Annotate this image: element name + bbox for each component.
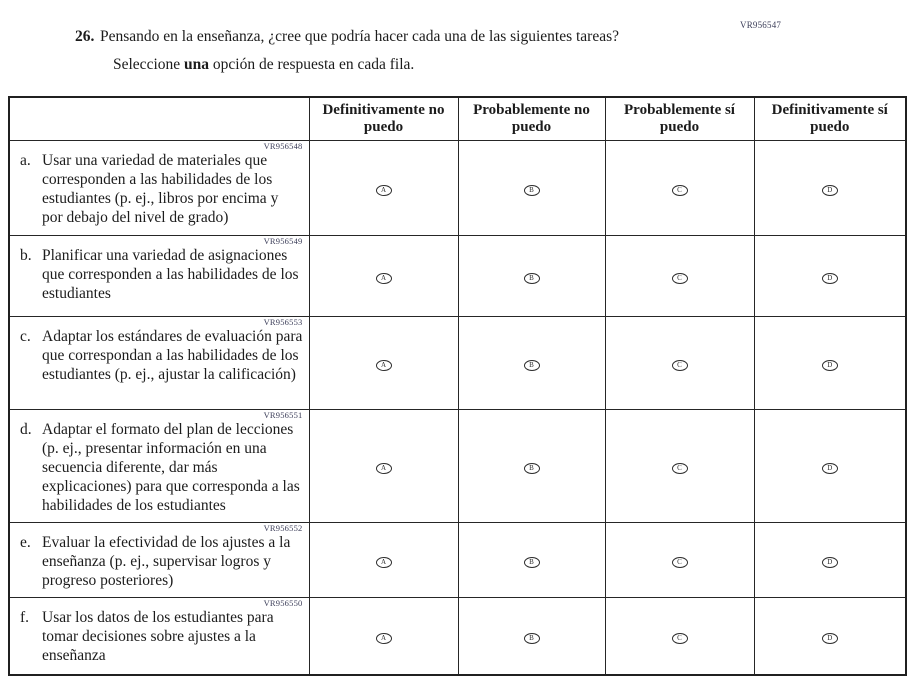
task-label: Usar una variedad de materiales que corresponden a las habilidades de los estudiantes (p. ej., libros por encima y por debajo del nivel de grado): [42, 152, 279, 227]
table-row-a: [9, 141, 906, 236]
answer-bubble-d[interactable]: [822, 557, 838, 568]
bubble-letter: D: [827, 186, 833, 195]
bubble-letter: D: [827, 361, 833, 370]
answer-bubble-b[interactable]: [524, 360, 540, 371]
header-row: [9, 97, 906, 141]
task-text: [20, 609, 303, 666]
task-label: Planificar una variedad de asignaciones que corresponden a las habilidades de los estudiantes: [42, 247, 299, 303]
task-text: [20, 421, 303, 516]
answer-bubble-b[interactable]: [524, 463, 540, 474]
item-code: VR956551: [263, 410, 303, 420]
item-code: VR956550: [263, 598, 303, 608]
answer-bubble-d[interactable]: [822, 360, 838, 371]
task-label: Adaptar los estándares de evaluación para que correspondan a las habilidades de los estudiantes (p. ej., ajustar la calificación): [42, 328, 303, 384]
bubble-letter: A: [380, 361, 387, 370]
column-header-definitivamente-no: Definitivamente no puedo: [309, 97, 458, 141]
bubble-letter: C: [677, 634, 682, 643]
instruction-prefix: Seleccione: [113, 56, 185, 74]
instruction-bold-word: una: [184, 56, 210, 74]
answer-bubble-a[interactable]: [376, 185, 392, 196]
bubble-letter: D: [827, 464, 833, 473]
item-code: VR956552: [263, 523, 303, 533]
bubble-letter: A: [380, 274, 387, 283]
task-label: Usar los datos de los estudiantes para tomar decisiones sobre ajustes a la enseñanza: [42, 609, 274, 665]
bubble-letter: C: [677, 464, 682, 473]
task-letter: e.: [20, 534, 31, 552]
bubble-letter: C: [677, 274, 682, 283]
instruction-suffix: opción de respuesta en cada fila.: [209, 56, 415, 74]
table-row-e: [9, 523, 906, 598]
bubble-letter: A: [380, 186, 387, 195]
answer-bubble-c[interactable]: [672, 633, 688, 644]
answer-bubble-c[interactable]: [672, 463, 688, 474]
bubble-letter: D: [827, 274, 833, 283]
answer-bubble-b[interactable]: [524, 185, 540, 196]
table-row-b: [9, 236, 906, 317]
question-text: Pensando en la enseñanza, ¿cree que podría hacer cada una de las siguientes tareas?: [100, 28, 619, 45]
bubble-letter: B: [529, 558, 534, 567]
answer-bubble-b[interactable]: [524, 557, 540, 568]
header-empty-cell: [9, 97, 309, 141]
bubble-letter: D: [827, 558, 833, 567]
bubble-letter: B: [529, 634, 534, 643]
answer-bubble-a[interactable]: [376, 273, 392, 284]
bubble-letter: C: [677, 361, 682, 370]
task-letter: c.: [20, 328, 31, 346]
bubble-letter: A: [380, 634, 387, 643]
task-text: [20, 534, 303, 591]
task-text: [20, 247, 303, 304]
bubble-letter: B: [529, 464, 534, 473]
bubble-letter: A: [380, 464, 387, 473]
bubble-letter: C: [677, 558, 682, 567]
answer-bubble-a[interactable]: [376, 463, 392, 474]
answer-bubble-c[interactable]: [672, 557, 688, 568]
answer-bubble-d[interactable]: [822, 463, 838, 474]
answer-bubble-d[interactable]: [822, 273, 838, 284]
answer-bubble-a[interactable]: [376, 557, 392, 568]
task-letter: a.: [20, 152, 31, 170]
bubble-letter: B: [529, 361, 534, 370]
bubble-letter: C: [677, 186, 682, 195]
answer-bubble-d[interactable]: [822, 185, 838, 196]
answer-bubble-d[interactable]: [822, 633, 838, 644]
task-text: [20, 328, 303, 385]
item-code: VR956553: [263, 317, 303, 327]
bubble-letter: B: [529, 274, 534, 283]
question-block: [75, 27, 855, 75]
table-row-f: [9, 598, 906, 676]
answer-bubble-a[interactable]: [376, 360, 392, 371]
task-label: Evaluar la efectividad de los ajustes a la enseñanza (p. ej., supervisar logros y progreso posteriores): [42, 534, 291, 590]
task-label: Adaptar el formato del plan de lecciones (p. ej., presentar información en una secuencia diferente, dar más explicaciones) para que corresponda a las habilidades de los estudiantes: [42, 421, 300, 514]
answer-bubble-b[interactable]: [524, 633, 540, 644]
answer-bubble-a[interactable]: [376, 633, 392, 644]
task-letter: b.: [20, 247, 32, 265]
item-code: VR956549: [263, 236, 303, 246]
answer-bubble-b[interactable]: [524, 273, 540, 284]
answer-bubble-c[interactable]: [672, 360, 688, 371]
bubble-letter: D: [827, 634, 833, 643]
question-instruction: [113, 55, 855, 74]
table-row-c: [9, 317, 906, 410]
answer-bubble-c[interactable]: [672, 273, 688, 284]
bubble-letter: B: [529, 186, 534, 195]
bubble-letter: A: [380, 558, 387, 567]
form-code: VR956547: [740, 20, 782, 30]
column-header-probablemente-no: Probablemente no puedo: [458, 97, 605, 141]
column-header-probablemente-si: Probablemente sí puedo: [605, 97, 754, 141]
response-matrix-table: [8, 96, 907, 676]
task-letter: d.: [20, 421, 32, 439]
task-letter: f.: [20, 609, 30, 627]
question-number: 26.: [75, 28, 95, 45]
task-text: [20, 152, 303, 228]
answer-bubble-c[interactable]: [672, 185, 688, 196]
item-code: VR956548: [263, 141, 303, 151]
table-row-d: [9, 410, 906, 523]
column-header-definitivamente-si: Definitivamente sí puedo: [754, 97, 906, 141]
